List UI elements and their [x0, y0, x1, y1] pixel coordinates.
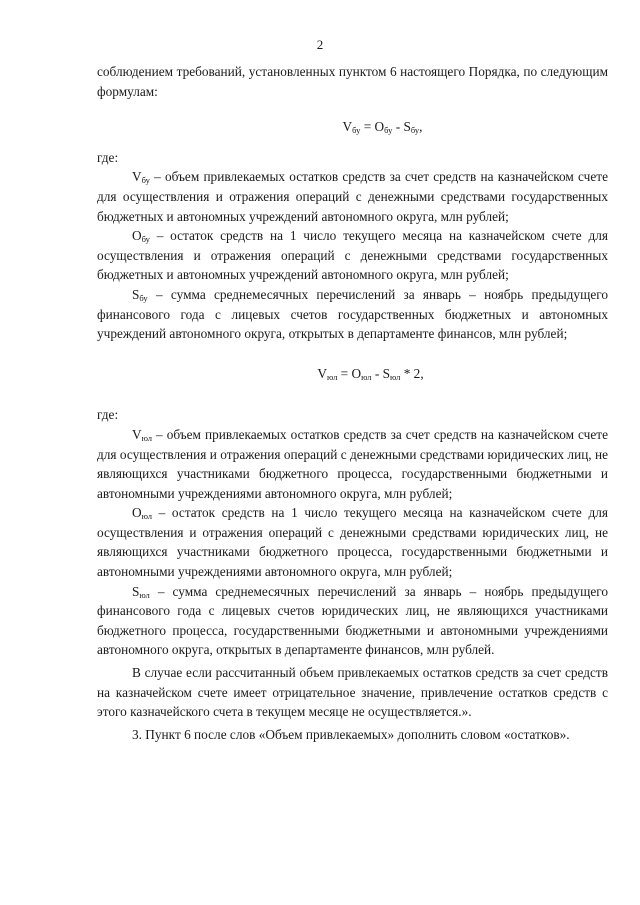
- page-number: 2: [316, 37, 324, 52]
- item-3-paragraph: 3. Пункт 6 после слов «Объем привлекаемых» дополнить словом «остатков».: [132, 726, 570, 742]
- closing-paragraph: В случае если рассчитанный объем привлекаемых остатков средств за счет средств на казначейском счете имеет отрицательное значение, привлечение остатков средств с этого казначейского счета в текущем месяце не осуществляется.».: [97, 665, 608, 720]
- intro-paragraph: соблюдением требований, установленных пунктом 6 настоящего Порядка, по следующим формулам:: [97, 64, 608, 99]
- definition-s-budget: $S_{бу}$ – сумма среднемесячных перечислений за январь – ноябрь предыдущего финансового года с лицевых счетов государственных бюджетных и автономных учреждений автономного округа, открытых в департаменте финансов, млн рублей;: [97, 286, 608, 342]
- where-label-2: где:: [97, 407, 119, 423]
- definition-v-legal: $V_{юл}$ – объем привлекаемых остатков средств за счет средств на казначейском счете для осуществления и отражения операций с денежными средствами юридических лиц, не являющихся участниками бюджетного процесса, государственными бюджетными и автономными учреждениями автономного округа, млн рублей;: [97, 426, 608, 501]
- where-label-1: где:: [97, 149, 119, 165]
- definition-o-budget: $O_{бу}$ – остаток средств на 1 число текущего месяца на казначейском счете для осуществления и отражения операций с денежными средствами государственных бюджетных и автономных учреждений автономного округа, млн рублей;: [97, 228, 608, 283]
- definition-s-legal: $S_{юл}$ – сумма среднемесячных перечислений за январь – ноябрь предыдущего финансового года с лицевых счетов юридических лиц, не являющихся участниками бюджетного процесса, государственными бюджетными и автономными учреждениями автономного округа, открытых в департаменте финансов, млн рублей.: [97, 583, 608, 658]
- definition-o-legal: $O_{юл}$ – остаток средств на 1 число текущего месяца на казначейском счете для осуществления и отражения операций с денежными средствами юридических лиц, не являющихся участниками бюджетного процесса, государственными бюджетными и автономными учреждениями автономного округа, млн рублей;: [97, 505, 608, 580]
- document-body: [97, 62, 608, 744]
- definition-v-budget: $V_{бу}$ – объем привлекаемых остатков средств за счет средств на казначейском счете для осуществления и отражения операций с денежными средствами государственных бюджетных и автономных учреждений автономного округа, млн рублей;: [97, 169, 608, 224]
- formula-legal-entities: $V_{юл} = O_{юл} - S_{юл} * 2$,: [317, 365, 424, 382]
- formula-budget: $V_{бу} = O_{бу} - S_{бу}$,: [342, 119, 423, 136]
